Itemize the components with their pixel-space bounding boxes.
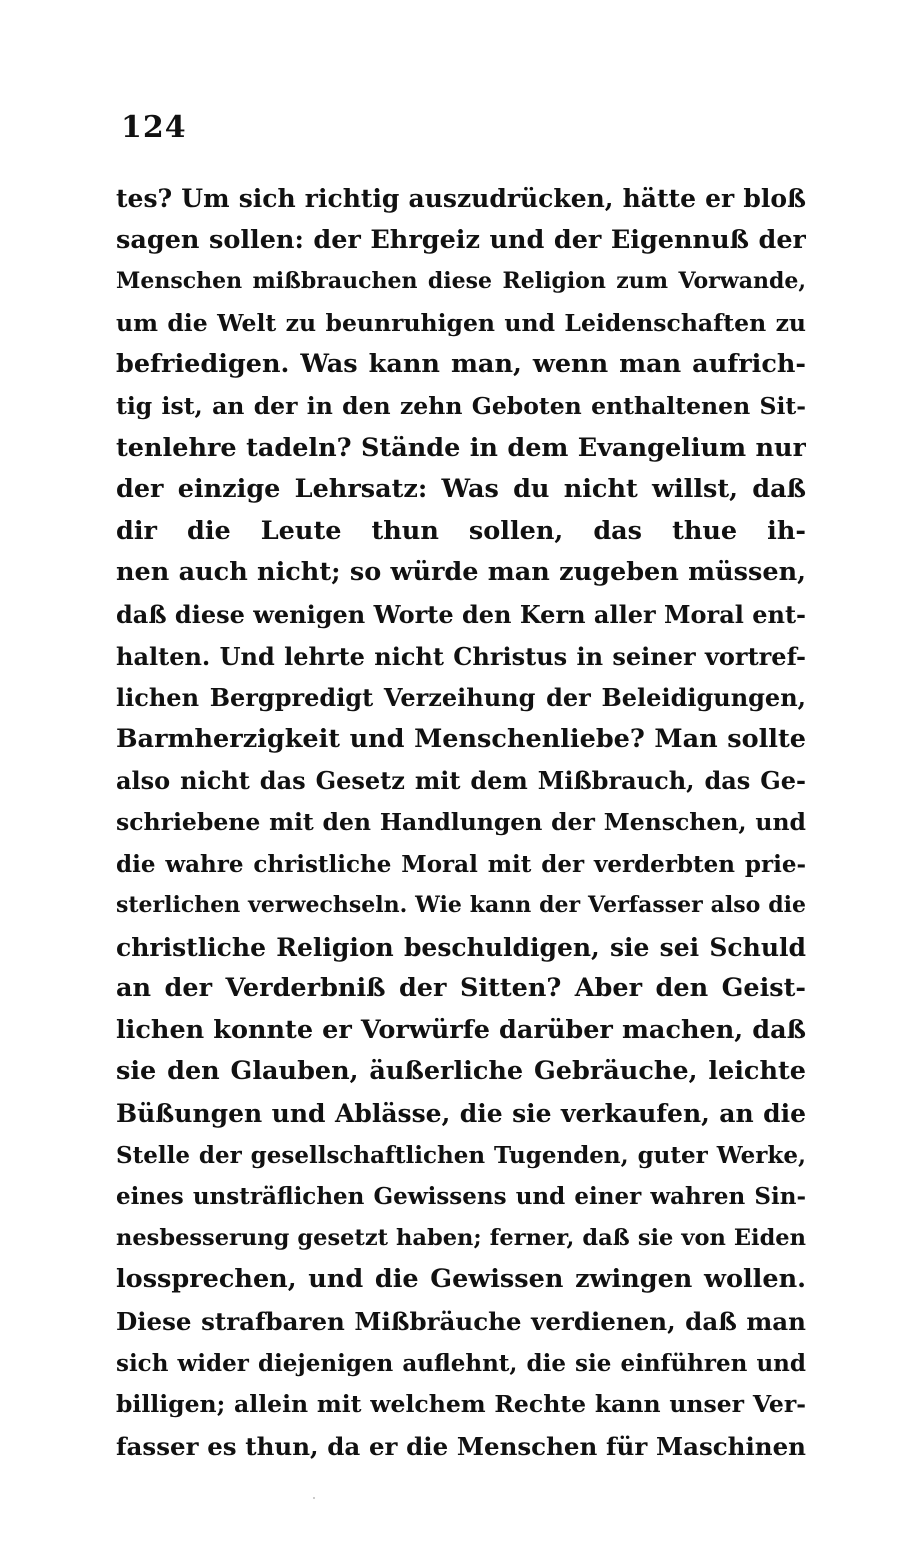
text-line: billigen; allein mit welchem Rechte kann unser Ver- (116, 1390, 806, 1419)
text-line: tes? Um sich richtig auszudrücken, hätte er bloß (116, 184, 806, 213)
text-line: daß diese wenigen Worte den Kern aller Moral ent- (116, 599, 806, 629)
text-line: befriedigen. Was kann man, wenn man aufrich- (116, 349, 806, 380)
text-line: sie den Glauben, äußerliche Gebräuche, leichte (116, 1056, 806, 1087)
text-line: Diese strafbaren Mißbräuche verdienen, daß man (116, 1307, 806, 1337)
text-line: tig ist, an der in den zehn Geboten enthaltenen Sit- (116, 391, 806, 420)
text-line: nen auch nicht; so würde man zugeben müssen, (116, 557, 806, 588)
text-line: lichen Bergpredigt Verzeihung der Beleidigungen, (116, 683, 806, 713)
text-line: halten. Und lehrte nicht Christus in seiner vortref- (116, 641, 806, 671)
text-line: schriebene mit den Handlungen der Menschen, und (116, 807, 806, 836)
text-line: Menschen mißbrauchen diese Religion zum Vorwande, (116, 268, 806, 295)
text-line: also nicht das Gesetz mit dem Mißbrauch, das Ge- (116, 766, 806, 796)
text-line: Büßungen und Ablässe, die sie verkaufen, an die (116, 1099, 806, 1129)
text-line: sterlichen verwechseln. Wie kann der Verfasser also die (116, 892, 806, 919)
text-line: die wahre christliche Moral mit der verderbten prie- (116, 850, 806, 878)
text-line: lossprechen, und die Gewissen zwingen wollen. (116, 1264, 806, 1295)
page-number: 124 (121, 110, 187, 145)
text-line: Barmherzigkeit und Menschenliebe? Man sollte (116, 723, 806, 754)
text-line: fasser es thun, da er die Menschen für Maschinen (116, 1431, 806, 1461)
text-line: Stelle der gesellschaftlichen Tugenden, guter Werke, (116, 1141, 806, 1169)
body-text (116, 178, 806, 1467)
paper-speck (313, 1497, 315, 1499)
text-line: christliche Religion beschuldigen, sie sei Schuld (116, 932, 806, 962)
text-line: um die Welt zu beunruhigen und Leidenschaften zu (116, 308, 806, 337)
text-line: an der Verderbniß der Sitten? Aber den Geist- (116, 973, 806, 1004)
text-line: tenlehre tadeln? Stände in dem Evangelium nur (116, 432, 806, 463)
text-line: nesbesserung gesetzt haben; ferner, daß sie von Eiden (116, 1224, 806, 1251)
text-line: der einzige Lehrsatz: Was du nicht willst, daß (116, 474, 806, 505)
text-line: sagen sollen: der Ehrgeiz und der Eigennuß der (116, 224, 806, 255)
text-line: dir die Leute thun sollen, das thue ih- (116, 515, 806, 546)
text-line: lichen konnte er Vorwürfe darüber machen, daß (116, 1014, 806, 1045)
text-line: eines unsträflichen Gewissens und einer wahren Sin- (116, 1183, 806, 1211)
text-line: sich wider diejenigen auflehnt, die sie einführen und (116, 1349, 806, 1377)
